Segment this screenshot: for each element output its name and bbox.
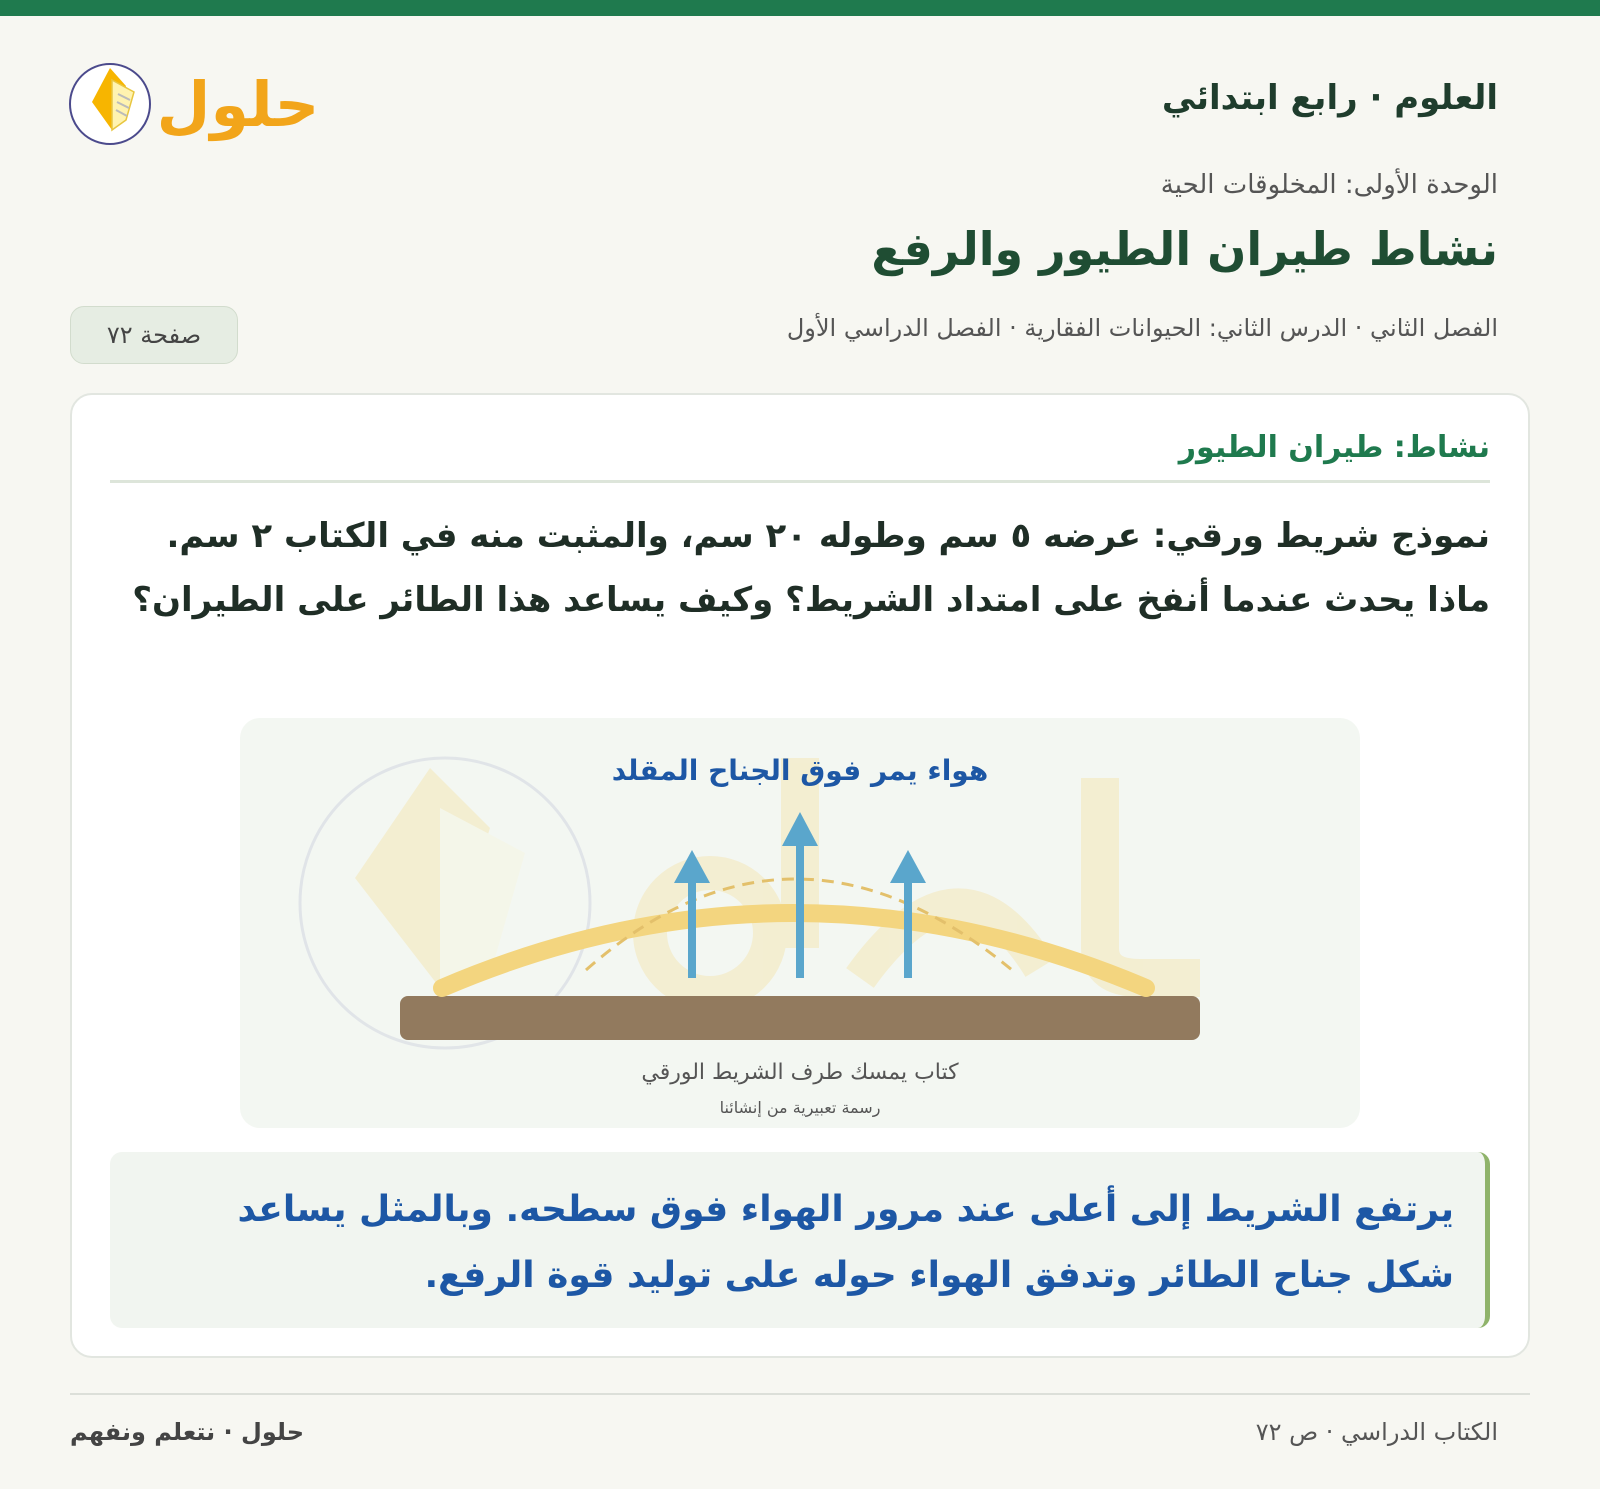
footer-tagline: حلول · نتعلم ونفهم: [70, 1418, 304, 1446]
book-base: [400, 996, 1200, 1040]
footer-book-reference: الكتاب الدراسي · ص ٧٢: [1255, 1418, 1498, 1446]
hulul-logo: [68, 46, 338, 156]
footer-divider: [70, 1393, 1530, 1395]
figure-note: رسمة تعبيرية من إنشائنا: [719, 1098, 881, 1117]
page-title: نشاط طيران الطيور والرفع: [871, 222, 1498, 276]
subject-grade-title: العلوم · رابع ابتدائي: [1161, 78, 1498, 118]
figure-air-label: هواء يمر فوق الجناح المقلد: [611, 754, 989, 787]
answer-text: يرتفع الشريط إلى أعلى عند مرور الهواء فوق سطحه. وبالمثل يساعد شكل جناح الطائر وتدفق الهواء حوله على توليد قوة الرفع.: [237, 1189, 1454, 1296]
heading-divider: [110, 480, 1490, 483]
unit-label: الوحدة الأولى: المخلوقات الحية: [1160, 170, 1498, 200]
logo-wordmark: حلول: [156, 68, 320, 141]
lesson-meta: الفصل الثاني · الدرس الثاني: الحيوانات الفقارية · الفصل الدراسي الأول: [786, 314, 1498, 342]
page-number-badge: صفحة ٧٢: [70, 306, 238, 364]
top-accent-bar: [0, 0, 1600, 16]
figure-caption: كتاب يمسك طرف الشريط الورقي: [641, 1060, 959, 1085]
activity-question: نموذج شريط ورقي: عرضه ٥ سم وطوله ٢٠ سم، والمثبت منه في الكتاب ٢ سم. ماذا يحدث عندما أنفخ على امتداد الشريط؟ وكيف يساعد هذا الطائر على الطيران؟: [132, 516, 1490, 620]
activity-heading: نشاط: طيران الطيور: [1178, 430, 1490, 465]
